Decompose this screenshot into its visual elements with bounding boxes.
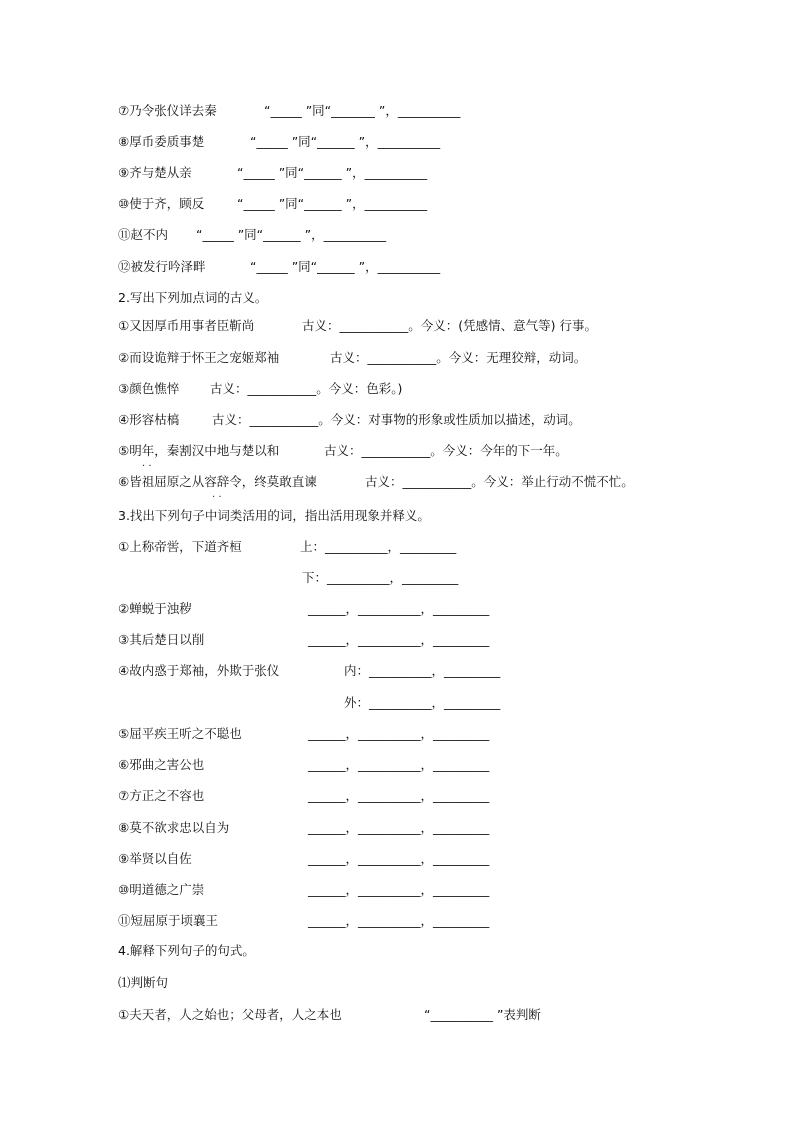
s3-item-9-blank[interactable]: ______，__________，_________ bbox=[308, 851, 490, 866]
s3-item-8-text: ⑧莫不欲求忠以自为 bbox=[118, 820, 230, 835]
item-8-blank[interactable]: “_____ ”同“______ ”，__________ bbox=[250, 134, 441, 149]
item-7-blank[interactable]: “_____ ”同“_______ ”，__________ bbox=[264, 103, 461, 118]
s3-item-11-text: ⑪短屈原于顷襄王 bbox=[118, 913, 219, 928]
item-10-text: ⑩使于齐，顾反 bbox=[118, 196, 205, 211]
s3-item-10-blank[interactable]: ______，__________，_________ bbox=[308, 882, 490, 897]
s3-item-1-text: ①上称帝喾，下道齐桓 bbox=[118, 539, 242, 554]
s2-item-1-answer[interactable]: 古义：___________。今义：(凭感情、意气等) 行事。 bbox=[302, 318, 597, 333]
s3-item-1-blank-upper[interactable]: 上：__________，_________ bbox=[300, 539, 457, 554]
s2-item-6-text: ⑥皆祖屈原之从容辞令，终莫敢直谏 bbox=[118, 474, 317, 489]
s3-item-4-blank-inner[interactable]: 内：__________，_________ bbox=[344, 663, 501, 678]
emphasis-dots-2: · · bbox=[212, 492, 222, 503]
s2-item-3-text: ③颜色憔悴 bbox=[118, 381, 180, 396]
s2-item-5-answer[interactable]: 古义：___________。今义：今年的下一年。 bbox=[324, 443, 568, 458]
s2-item-4-answer[interactable]: 古义：___________。今义：对事物的形象或性质加以描述，动词。 bbox=[212, 412, 581, 427]
s3-item-7-blank[interactable]: ______，__________，_________ bbox=[308, 788, 490, 803]
section-3-heading: 3.找出下列句子中词类活用的词，指出活用现象并释义。 bbox=[118, 508, 430, 523]
s3-item-1-blank-lower[interactable]: 下：__________，_________ bbox=[302, 570, 459, 585]
item-12-text: ⑫被发行吟泽畔 bbox=[118, 259, 206, 274]
item-10-blank[interactable]: “_____ ”同“______ ”，__________ bbox=[237, 196, 428, 211]
s2-item-3-answer[interactable]: 古义：___________。今义：色彩。) bbox=[210, 381, 403, 396]
section-2-heading: 2.写出下列加点词的古义。 bbox=[118, 290, 268, 305]
s2-item-2-text: ②而设诡辩于怀王之宠姬郑袖 bbox=[118, 350, 280, 365]
s3-item-11-blank[interactable]: ______，__________，_________ bbox=[308, 913, 490, 928]
s3-item-2-blank[interactable]: ______，__________，_________ bbox=[308, 601, 490, 616]
item-9-text: ⑨齐与楚从亲 bbox=[118, 165, 192, 180]
s4-item-1-blank[interactable]: “__________ ”表判断 bbox=[424, 1007, 541, 1022]
s2-item-4-text: ④形容枯槁 bbox=[118, 412, 180, 427]
s3-item-5-blank[interactable]: ______，__________，_________ bbox=[308, 726, 490, 741]
section-4-heading: 4.解释下列句子的句式。 bbox=[118, 943, 255, 958]
s3-item-6-blank[interactable]: ______，__________，_________ bbox=[308, 757, 490, 772]
s3-item-6-text: ⑥邪曲之害公也 bbox=[118, 757, 205, 772]
s4-item-1-text: ①夫天者，人之始也；父母者，人之本也 bbox=[118, 1007, 342, 1022]
item-9-blank[interactable]: “_____ ”同“______ ”，__________ bbox=[237, 165, 428, 180]
s2-item-1-text: ①又因厚币用事者臣靳尚 bbox=[118, 318, 255, 333]
item-7-text: ⑦乃令张仪详去秦 bbox=[118, 103, 217, 118]
s3-item-3-blank[interactable]: ______，__________，_________ bbox=[308, 632, 490, 647]
s3-item-3-text: ③其后楚日以削 bbox=[118, 632, 205, 647]
s3-item-5-text: ⑤屈平疾王听之不聪也 bbox=[118, 726, 242, 741]
s3-item-4-text: ④故内惑于郑袖，外欺于张仪 bbox=[118, 663, 280, 678]
s3-item-7-text: ⑦方正之不容也 bbox=[118, 788, 205, 803]
s2-item-5-text: ⑤明年，秦割汉中地与楚以和 bbox=[118, 443, 280, 458]
section-4-sub-heading: ⑴判断句 bbox=[118, 975, 169, 990]
s3-item-2-text: ②蝉蜕于浊秽 bbox=[118, 601, 192, 616]
item-12-blank[interactable]: “_____ ”同“______ ”，__________ bbox=[250, 259, 441, 274]
item-11-text: ⑪赵不内 bbox=[118, 227, 169, 242]
s3-item-9-text: ⑨举贤以自佐 bbox=[118, 851, 192, 866]
s2-item-6-answer[interactable]: 古义：___________。今义：举止行动不慌不忙。 bbox=[365, 474, 634, 489]
item-11-blank[interactable]: “_____ ”同“______ ”，__________ bbox=[196, 227, 387, 242]
emphasis-dots-1: · · bbox=[142, 461, 152, 472]
item-8-text: ⑧厚币委质事楚 bbox=[118, 134, 205, 149]
s3-item-10-text: ⑩明道德之广崇 bbox=[118, 882, 205, 897]
s3-item-8-blank[interactable]: ______，__________，_________ bbox=[308, 820, 490, 835]
s3-item-4-blank-outer[interactable]: 外：__________，_________ bbox=[344, 695, 501, 710]
s2-item-2-answer[interactable]: 古义：___________。今义：无理狡辩，动词。 bbox=[330, 350, 587, 365]
